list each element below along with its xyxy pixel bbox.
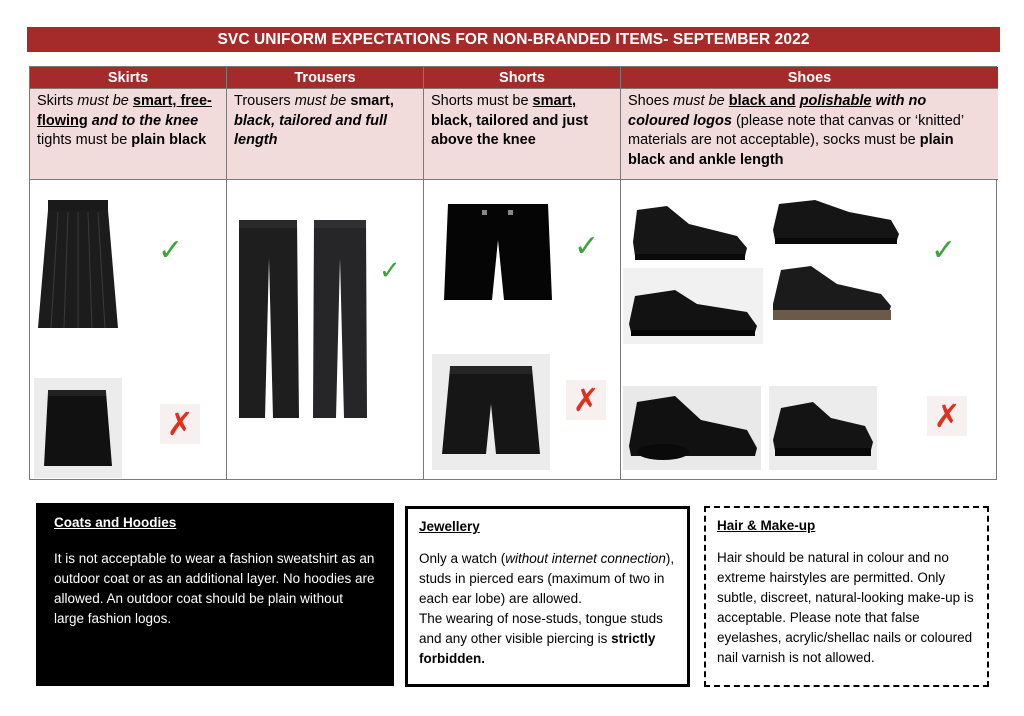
column-shorts	[424, 67, 621, 479]
leather-trainer-photo	[623, 268, 763, 344]
hair-title: Hair & Make-up	[717, 518, 816, 533]
coats-title: Coats and Hoodies	[54, 515, 177, 530]
tick-icon: ✓	[158, 233, 184, 268]
jewellery-title: Jewellery	[419, 519, 480, 534]
tick-icon: ✓	[379, 256, 401, 286]
cross-icon: ✗	[572, 381, 600, 419]
images-trousers	[227, 180, 423, 479]
tailored-shorts-icon	[442, 200, 554, 304]
coats-body: It is not acceptable to wear a fashion sweatshirt as an outdoor coat or as an additional layer. No hoodies are allowed. An outdoor coat should be plain without large fashion logos.	[54, 551, 375, 626]
cross-shorts	[566, 380, 606, 420]
trainer-icon	[623, 386, 761, 470]
leather-shoe-icon	[769, 190, 903, 250]
leather-shoe-icon	[767, 262, 897, 328]
desc-shorts: Shorts must be smart, black, tailored and just above the knee	[424, 89, 620, 180]
pleated-skirt-icon	[36, 198, 120, 330]
header-shorts: Shorts	[424, 67, 620, 89]
desc-skirts: Skirts must be smart, free-flowing and to the knee tights must be plain black	[30, 89, 226, 180]
cross-icon: ✗	[166, 405, 194, 443]
leather-shoe-icon	[623, 268, 763, 344]
uniform-table	[29, 66, 997, 480]
column-shoes	[621, 67, 998, 479]
sports-shorts-photo	[432, 354, 550, 470]
cross-skirts	[160, 404, 200, 444]
images-shoes	[621, 180, 998, 479]
header-trousers: Trousers	[227, 67, 423, 89]
pencil-skirt-photo	[34, 378, 122, 478]
header-skirts: Skirts	[30, 67, 226, 89]
jewellery-box	[405, 506, 690, 687]
page-banner: SVC UNIFORM EXPECTATIONS FOR NON-BRANDED ITEMS- SEPTEMBER 2022	[27, 27, 1000, 52]
desc-shoes: Shoes must be black and polishable with no coloured logos (please note that canvas or ‘knitted’ materials are not acceptable), socks must be plain black and ankle length	[621, 89, 998, 180]
column-skirts	[30, 67, 227, 479]
images-skirts	[30, 180, 226, 479]
cross-shoes	[927, 396, 967, 436]
header-shoes: Shoes	[621, 67, 998, 89]
leather-shoe-icon	[627, 190, 751, 264]
sports-shorts-icon	[432, 354, 550, 470]
hair-body: Hair should be natural in colour and no extreme hairstyles are permitted. Only subtle, discreet, natural-looking make-up is acceptable. Please note that false eyelashes, acrylic/shellac nails or coloured nail varnish is not allowed.	[717, 550, 974, 665]
desc-trousers: Trousers must be smart, black, tailored and full length	[227, 89, 423, 180]
tick-icon: ✓	[931, 233, 957, 268]
knitted-trainer-icon	[769, 386, 877, 470]
tick-icon: ✓	[574, 229, 600, 264]
jewellery-body: Only a watch (without internet connection), studs in pierced ears (maximum of two in each ear lobe) are allowed.	[419, 551, 675, 606]
trousers-icon	[235, 218, 301, 422]
images-shorts	[424, 180, 620, 479]
column-trousers	[227, 67, 424, 479]
knitted-trainer-photo	[769, 386, 877, 470]
pencil-skirt-icon	[34, 378, 122, 478]
hair-box	[704, 506, 989, 687]
jewellery-body-2: The wearing of nose-studs, tongue studs and any other visible piercing is strictly forbidden.	[419, 611, 663, 666]
trousers-icon	[311, 218, 369, 422]
cross-icon: ✗	[933, 397, 961, 435]
trainer-photo	[623, 386, 761, 470]
coats-box	[36, 503, 394, 686]
